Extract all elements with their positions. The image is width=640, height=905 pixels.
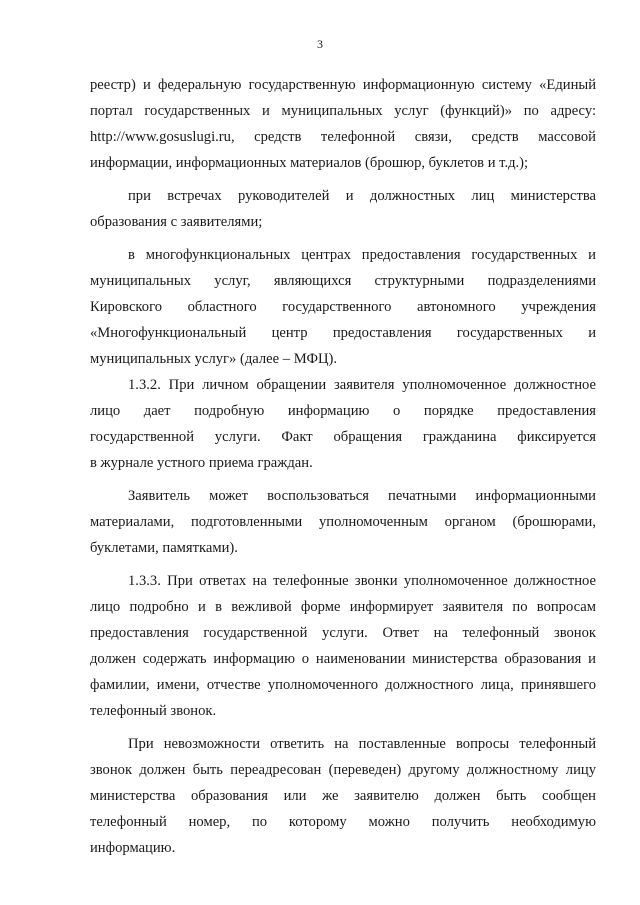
text-line: муниципальных услуг» (далее – МФЦ).: [90, 351, 338, 367]
text-line: информации, информационных материалов (брошюр, буклетов и т.д.);: [90, 155, 529, 171]
paragraph-p4: [90, 372, 596, 476]
text-line: 1.3.2. При личном обращении заявителя уполномоченное должностное: [128, 377, 596, 393]
document-body: [90, 72, 596, 861]
text-line: http://www.gosuslugi.ru, средств телефонной связи, средств массовой: [90, 129, 596, 145]
text-line: телефонный номер, по которому можно получить необходимую: [90, 814, 596, 830]
text-line: муниципальных услуг, являющихся структурными подразделениями: [90, 273, 596, 289]
text-line: звонок должен быть переадресован (переведен) другому должностному лицу: [90, 762, 596, 778]
text-line: портал государственных и муниципальных услуг (функций)» по адресу:: [90, 103, 596, 119]
text-line: должен содержать информацию о наименовании министерства образования и: [90, 651, 596, 667]
text-line: в журнале устного приема граждан.: [90, 455, 313, 471]
text-line: лицо дает подробную информацию о порядке предоставления: [90, 403, 596, 419]
text-line: Кировского областного государственного автономного учреждения: [90, 299, 596, 315]
text-line: материалами, подготовленными уполномоченным органом (брошюрами,: [90, 514, 596, 530]
text-line: «Многофункциональный центр предоставления государственных и: [90, 325, 596, 341]
paragraph-p7: [90, 731, 596, 861]
paragraph-p6: [90, 568, 596, 724]
text-line: при встречах руководителей и должностных лиц министерства: [128, 188, 596, 204]
text-line: фамилии, имени, отчестве уполномоченного должностного лица, принявшего: [90, 677, 596, 693]
text-line: Заявитель может воспользоваться печатными информационными: [128, 488, 596, 504]
text-line: 1.3.3. При ответах на телефонные звонки уполномоченное должностное: [128, 573, 596, 589]
paragraph-p5: [90, 483, 596, 561]
paragraph-p2: [90, 183, 596, 235]
text-line: государственной услуги. Факт обращения гражданина фиксируется: [90, 429, 596, 445]
text-line: телефонный звонок.: [90, 703, 217, 719]
text-line: реестр) и федеральную государственную информационную систему «Единый: [90, 77, 596, 93]
paragraph-p3: [90, 242, 596, 372]
text-line: При невозможности ответить на поставленные вопросы телефонный: [128, 736, 596, 752]
text-line: министерства образования или же заявителю должен быть сообщен: [90, 788, 596, 804]
page-number: 3: [317, 37, 323, 51]
text-line: лицо подробно и в вежливой форме информирует заявителя по вопросам: [90, 599, 596, 615]
text-line: буклетами, памятками).: [90, 540, 238, 556]
paragraph-p1: [90, 72, 596, 176]
text-line: образования с заявителями;: [90, 214, 263, 230]
text-line: информацию.: [90, 840, 176, 856]
text-line: предоставления государственной услуги. Ответ на телефонный звонок: [90, 625, 596, 641]
text-line: в многофункциональных центрах предоставления государственных и: [128, 247, 596, 263]
